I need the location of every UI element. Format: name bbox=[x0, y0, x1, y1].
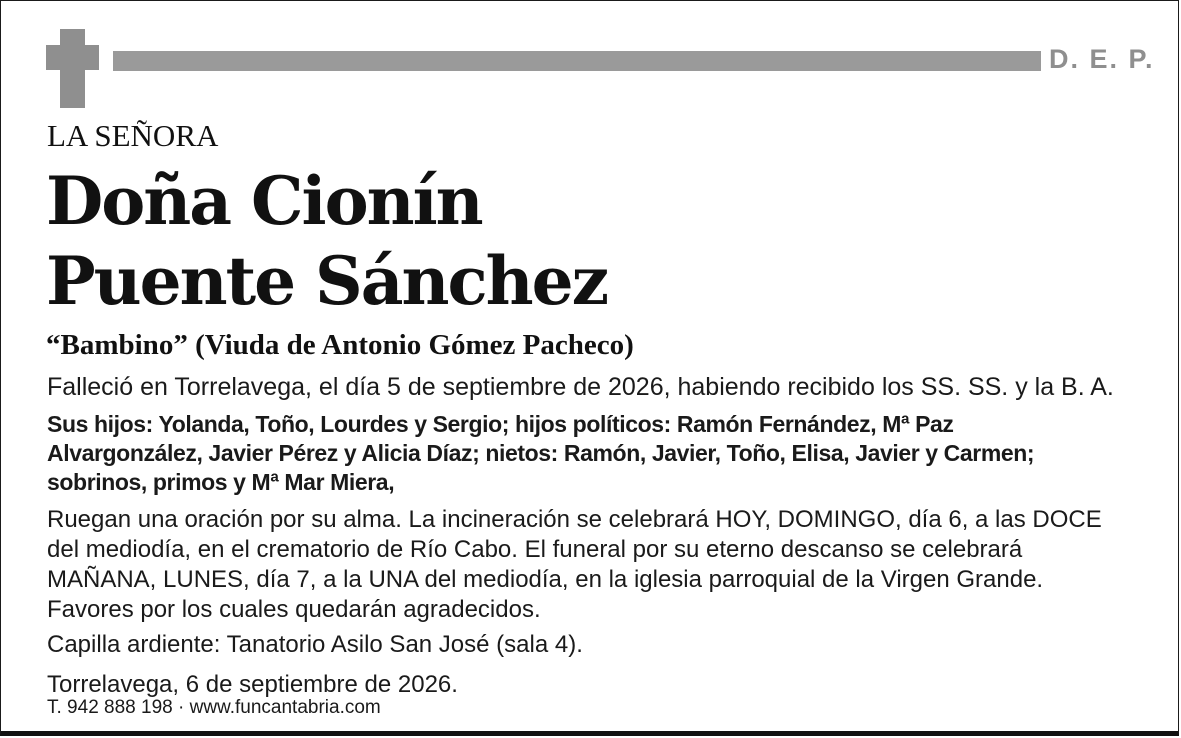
contact-info: T. 942 888 198 · www.funcantabria.com bbox=[47, 697, 381, 718]
death-notice: Falleció en Torrelavega, el día 5 de septiembre de 2026, habiendo recibido los SS. SS. y la B. A. bbox=[47, 373, 1114, 401]
ceremony-line: Ruegan una oración por su alma. La incineración se celebrará HOY, DOMINGO, día 6, a las DOCE bbox=[47, 506, 1102, 533]
family-line: Sus hijos: Yolanda, Toño, Lourdes y Sergio; hijos políticos: Ramón Fernández, Mª Paz bbox=[47, 411, 954, 437]
deceased-title: LA SEÑORA bbox=[47, 118, 219, 153]
ceremony-line: MAÑANA, LUNES, día 7, a la UNA del mediodía, en la iglesia parroquial de la Virgen Grande. bbox=[47, 566, 1044, 593]
deceased-name-line2: Puente Sánchez bbox=[46, 242, 608, 320]
dep-label: D. E. P. bbox=[1049, 44, 1155, 74]
place-date: Torrelavega, 6 de septiembre de 2026. bbox=[47, 671, 458, 698]
header-rule bbox=[113, 51, 1041, 71]
chapel-info: Capilla ardiente: Tanatorio Asilo San José (sala 4). bbox=[47, 631, 583, 658]
deceased-nickname: “Bambino” (Viuda de Antonio Gómez Pacheco) bbox=[46, 329, 634, 361]
cross-icon-horizontal bbox=[46, 45, 99, 70]
ceremony-line: del mediodía, en el crematorio de Río Cabo. El funeral por su eterno descanso se celebrará bbox=[47, 536, 1023, 563]
family-line: sobrinos, primos y Mª Mar Miera, bbox=[47, 469, 395, 495]
deceased-name-line1: Doña Cionín bbox=[46, 162, 482, 240]
family-paragraph bbox=[47, 410, 1157, 497]
ceremony-paragraph bbox=[47, 505, 1157, 625]
ceremony-line: Favores por los cuales quedarán agradecidos. bbox=[47, 596, 541, 623]
family-line: Alvargonzález, Javier Pérez y Alicia Díaz; nietos: Ramón, Javier, Toño, Elisa, Javier y Carmen; bbox=[47, 440, 1035, 466]
